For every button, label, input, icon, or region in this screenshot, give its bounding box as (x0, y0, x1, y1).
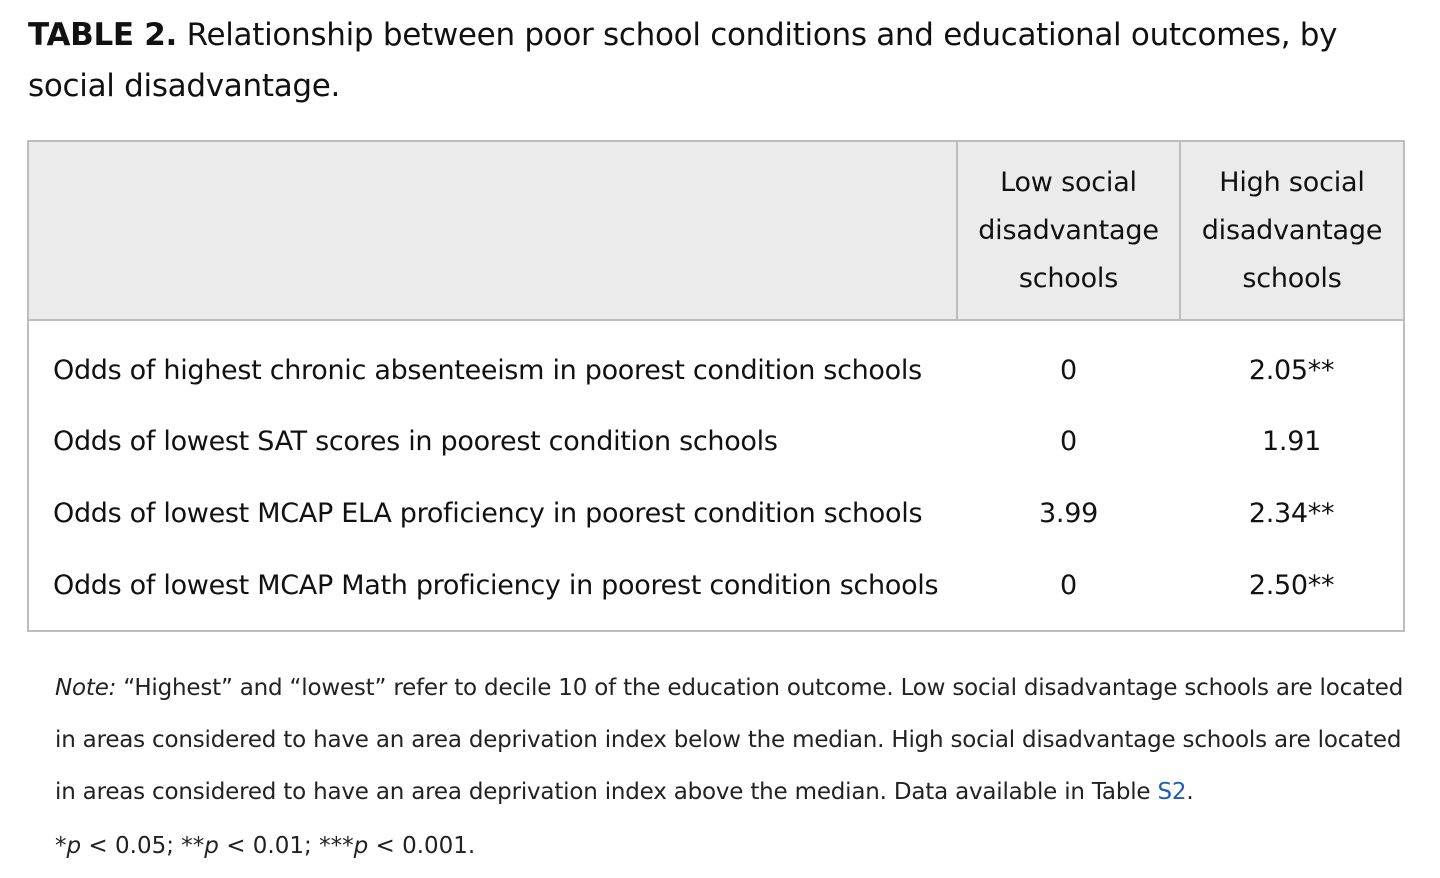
note-label: Note: (55, 675, 117, 701)
header-line: schools (1242, 262, 1342, 294)
header-line: High social (1219, 166, 1365, 198)
sig-p: p (66, 833, 82, 859)
table-row (29, 320, 1403, 405)
cell-high-value: 1.91 (1262, 425, 1321, 457)
sig-p: p (353, 833, 369, 859)
sig-stars: *** (319, 833, 354, 859)
row-label: Odds of lowest MCAP ELA proficiency in poorest condition schools (53, 497, 923, 529)
cell-low-value: 0 (1060, 425, 1077, 457)
table-caption (28, 10, 1418, 112)
header-line: Low social (1000, 166, 1137, 198)
cell-high-value: 2.05** (1248, 354, 1335, 386)
row-label: Odds of lowest MCAP Math proficiency in poorest condition schools (53, 569, 939, 601)
table-header (29, 142, 1403, 320)
table-caption-label: TABLE 2. (28, 17, 178, 53)
header-line: disadvantage (978, 214, 1159, 246)
cell-high-value: 2.50** (1248, 569, 1335, 601)
header-line: schools (1018, 262, 1119, 294)
sig-stars: * (55, 833, 67, 859)
cell-low-value: 0 (1060, 354, 1077, 386)
cell-low-value: 0 (1060, 569, 1077, 601)
supplementary-table-link[interactable]: S2 (1157, 779, 1187, 805)
sig-threshold: < 0.001. (368, 833, 476, 859)
cell-low-value: 3.99 (1039, 497, 1098, 529)
table-note (55, 662, 1405, 818)
sig-threshold: < 0.05; (81, 833, 182, 859)
header-cell-low-social-disadvantage (957, 142, 1180, 320)
sig-stars: ** (181, 833, 205, 859)
table-body (29, 320, 1403, 621)
data-table (29, 142, 1403, 621)
row-label: Odds of highest chronic absenteeism in poorest condition schools (53, 354, 922, 386)
significance-legend (55, 820, 475, 872)
row-label: Odds of lowest SAT scores in poorest condition schools (53, 425, 778, 457)
header-cell-blank (29, 142, 957, 320)
sig-p: p (204, 833, 219, 859)
data-table-container (27, 140, 1405, 632)
table-caption-text: Relationship between poor school conditions and educational outcomes, by social disadvantage. (28, 17, 1338, 104)
table-row (29, 549, 1403, 621)
cell-high-value: 2.34** (1248, 497, 1335, 529)
note-text: “Highest” and “lowest” refer to decile 10 of the education outcome. Low social disadvantage schools are located in areas considered to have an area deprivation index below the median. High social disadvantage schools are located in areas considered to have an area deprivation index above the median. Data available in Table (55, 675, 1404, 805)
header-line: disadvantage (1201, 214, 1383, 246)
sig-threshold: < 0.01; (218, 833, 320, 859)
table-header-row (29, 142, 1403, 320)
table-row (29, 405, 1403, 477)
note-end: . (1186, 779, 1194, 805)
table-row (29, 477, 1403, 549)
header-cell-high-social-disadvantage (1180, 142, 1403, 320)
